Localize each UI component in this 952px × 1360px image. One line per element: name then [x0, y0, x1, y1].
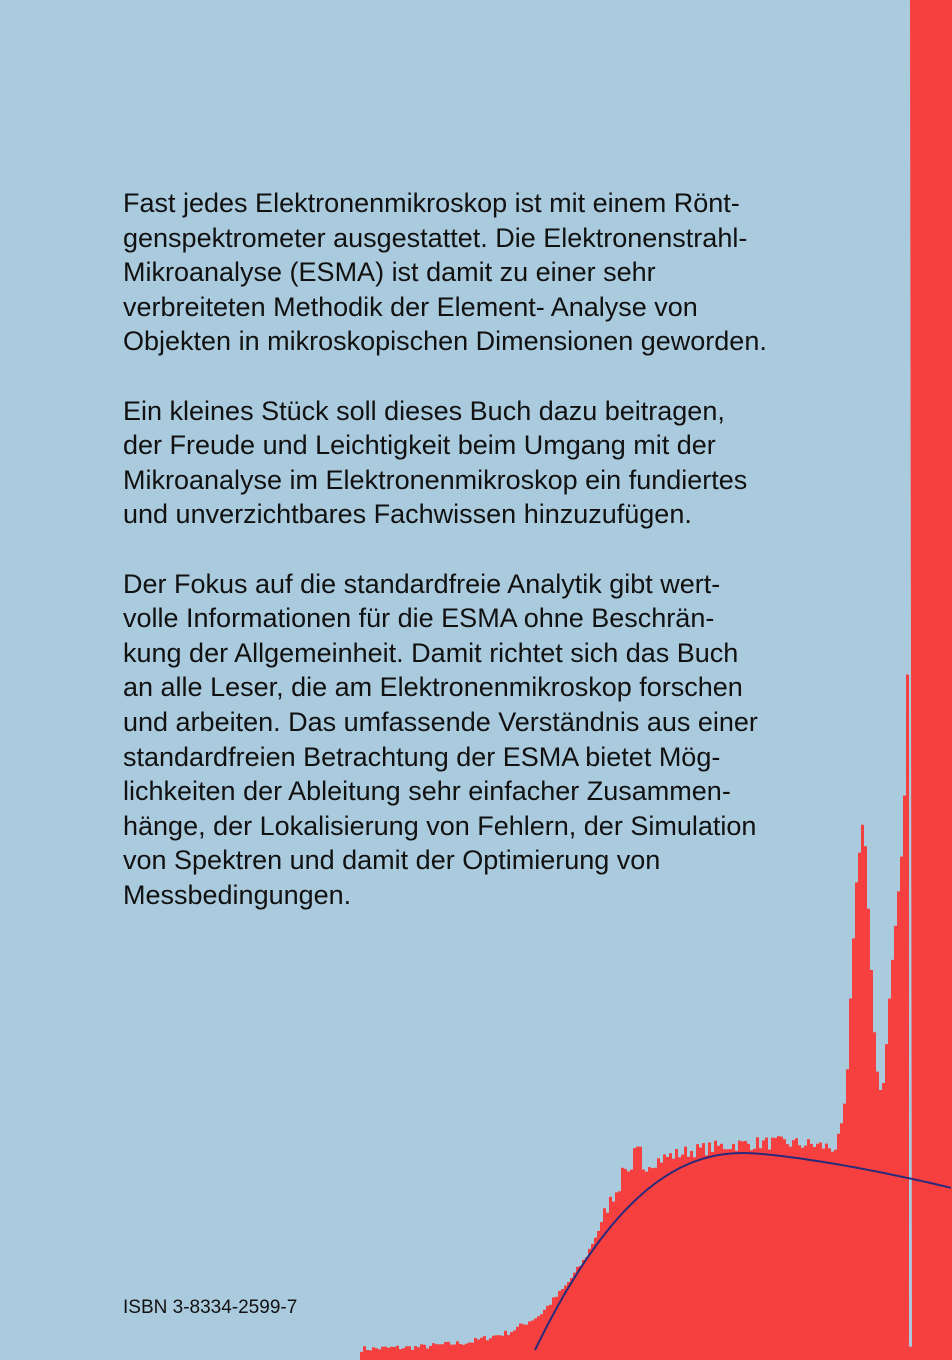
- blurb-paragraph-3: Der Fokus auf die standardfreie Analytik gibt wert- volle Informationen für die ESMA ohne Beschrän- kung der Allgemeinheit. Damit richtet sich das Buch an alle Leser, die am Elektronenmikroskop forschen und arbeiten. Das umfassende Verständnis aus einer standardfreien Betrachtung der ESMA bietet Mög- lichkeiten der Ableitung sehr einfacher Zusammen- hänge, der Lokalisierung von Fehlern, der Simulation von Spektren und damit der Optimierung von Messbedingungen.: [123, 568, 758, 910]
- back-cover-blurb: [123, 186, 893, 947]
- blurb-paragraph-1: Fast jedes Elektronenmikroskop ist mit einem Rönt- genspektrometer ausgestattet. Die Elektronenstrahl- Mikroanalyse (ESMA) ist damit zu einer sehr verbreiteten Methodik der Element- Analyse von Objekten in mikroskopischen Dimensionen geworden.: [123, 188, 767, 357]
- blurb-paragraph-2: Ein kleines Stück soll dieses Buch dazu beitragen, der Freude und Leichtigkeit beim Umgang mit der Mikroanalyse im Elektronenmikroskop ein fundiertes und unverzichtbares Fachwissen hinzuzufügen.: [123, 395, 748, 530]
- isbn-number: ISBN 3-8334-2599-7: [123, 1297, 298, 1318]
